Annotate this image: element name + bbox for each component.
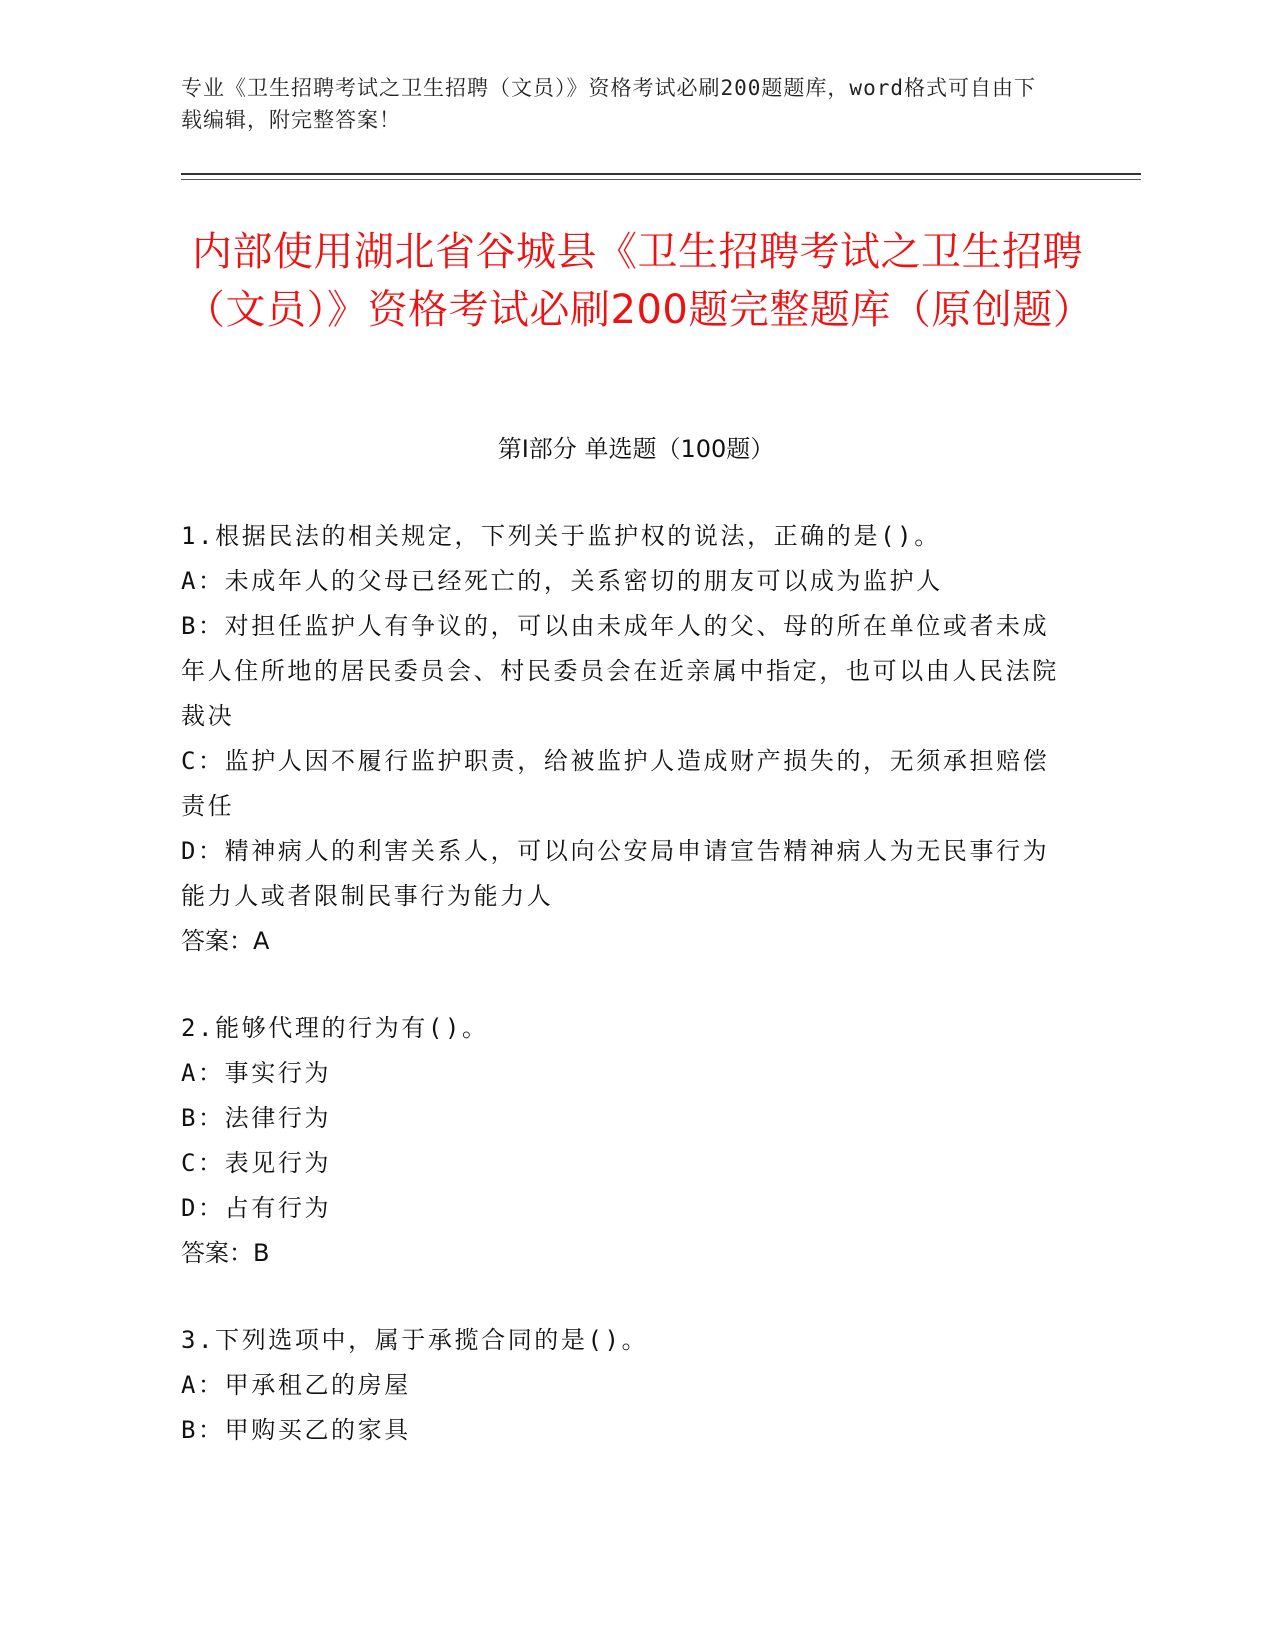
document-title: 内部使用湖北省谷城县《卫生招聘考试之卫生招聘（文员）》资格考试必刷200题完整题库（原创题） [185, 229, 1094, 333]
question-stem: 3.下列选项中，属于承揽合同的是()。 [181, 1326, 649, 1354]
header-note: 专业《卫生招聘考试之卫生招聘（文员）》资格考试必刷200题题库，word格式可自由下载编辑，附完整答案！ [181, 76, 1036, 132]
option-c: C：表见行为 [181, 1149, 332, 1177]
question-stem: 1.根据民法的相关规定，下列关于监护权的说法，正确的是()。 [181, 522, 941, 550]
question-stem: 2.能够代理的行为有()。 [181, 1014, 489, 1042]
option-b: B：对担任监护人有争议的，可以由未成年人的父、母的所在单位或者未成年人住所地的居民委员会、村民委员会在近亲属中指定，也可以由人民法院裁决 [181, 612, 1059, 730]
section-title: 第Ⅰ部分 单选题（100题） [497, 435, 775, 463]
option-b: B：甲购买乙的家具 [181, 1416, 411, 1444]
option-a: A：未成年人的父母已经死亡的，关系密切的朋友可以成为监护人 [181, 567, 943, 595]
option-d: D：精神病人的利害关系人，可以向公安局申请宣告精神病人为无民事行为能力人或者限制民事行为能力人 [181, 837, 1050, 910]
option-b: B：法律行为 [181, 1104, 332, 1132]
header-divider-thick [181, 173, 1141, 175]
question-list [181, 514, 1061, 1495]
option-d: D：占有行为 [181, 1194, 332, 1222]
option-a: A：甲承租乙的房屋 [181, 1371, 411, 1399]
header-divider-thin [181, 179, 1141, 180]
answer: 答案：B [181, 1239, 270, 1267]
question-3 [181, 1318, 1061, 1453]
question-1 [181, 514, 1061, 964]
question-2 [181, 1006, 1061, 1276]
option-a: A：事实行为 [181, 1059, 332, 1087]
option-c: C：监护人因不履行监护职责，给被监护人造成财产损失的，无须承担赔偿责任 [181, 747, 1050, 820]
answer: 答案：A [181, 927, 270, 955]
